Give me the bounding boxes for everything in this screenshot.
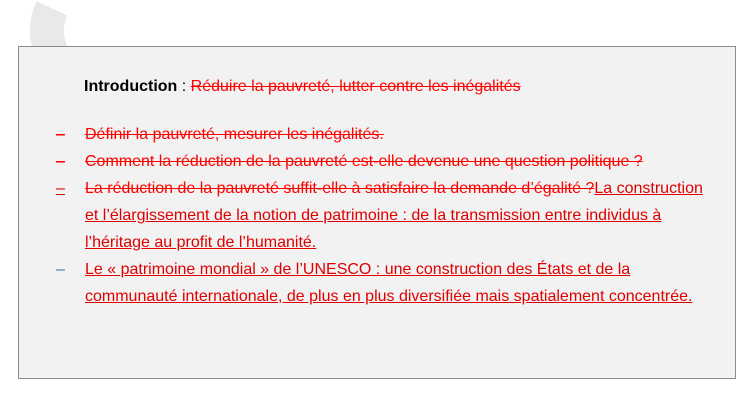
inserted-text: La construction et l’élargissement de la notion de patrimoine : de la transmission entre individus à l’héritage au profit de l’humanité. [85,180,703,251]
mixed-change-text [85,175,716,256]
deleted-text: Comment la réduction de la pauvreté est-elle devenue une question politique ? [85,153,643,170]
introduction-heading: Introduction [84,78,178,95]
inserted-dash-marker: – [56,180,65,197]
introduction-separator: : [177,78,191,95]
inserted-text: Le « patrimoine mondial » de l’UNESCO : une construction des États et de la communauté internationale, de plus en plus diversifiée mais spatialement concentrée. [85,261,693,305]
introduction-line [84,77,521,97]
dash-marker: – [56,261,65,278]
change-list [56,121,716,310]
list-item-unesco [56,256,716,310]
list-item-comment [56,148,716,175]
deleted-text: Définir la pauvreté, mesurer les inégalités. [85,126,384,143]
deleted-text: La réduction de la pauvreté suffit-elle à satisfaire la demande d’égalité ? [85,180,595,197]
deleted-dash-marker: – [56,126,65,143]
deleted-dash-marker: – [56,153,65,170]
list-item-definir [56,121,716,148]
deleted-title: Réduire la pauvreté, lutter contre les inégalités [190,78,521,95]
list-item-patrimoine [56,175,716,256]
